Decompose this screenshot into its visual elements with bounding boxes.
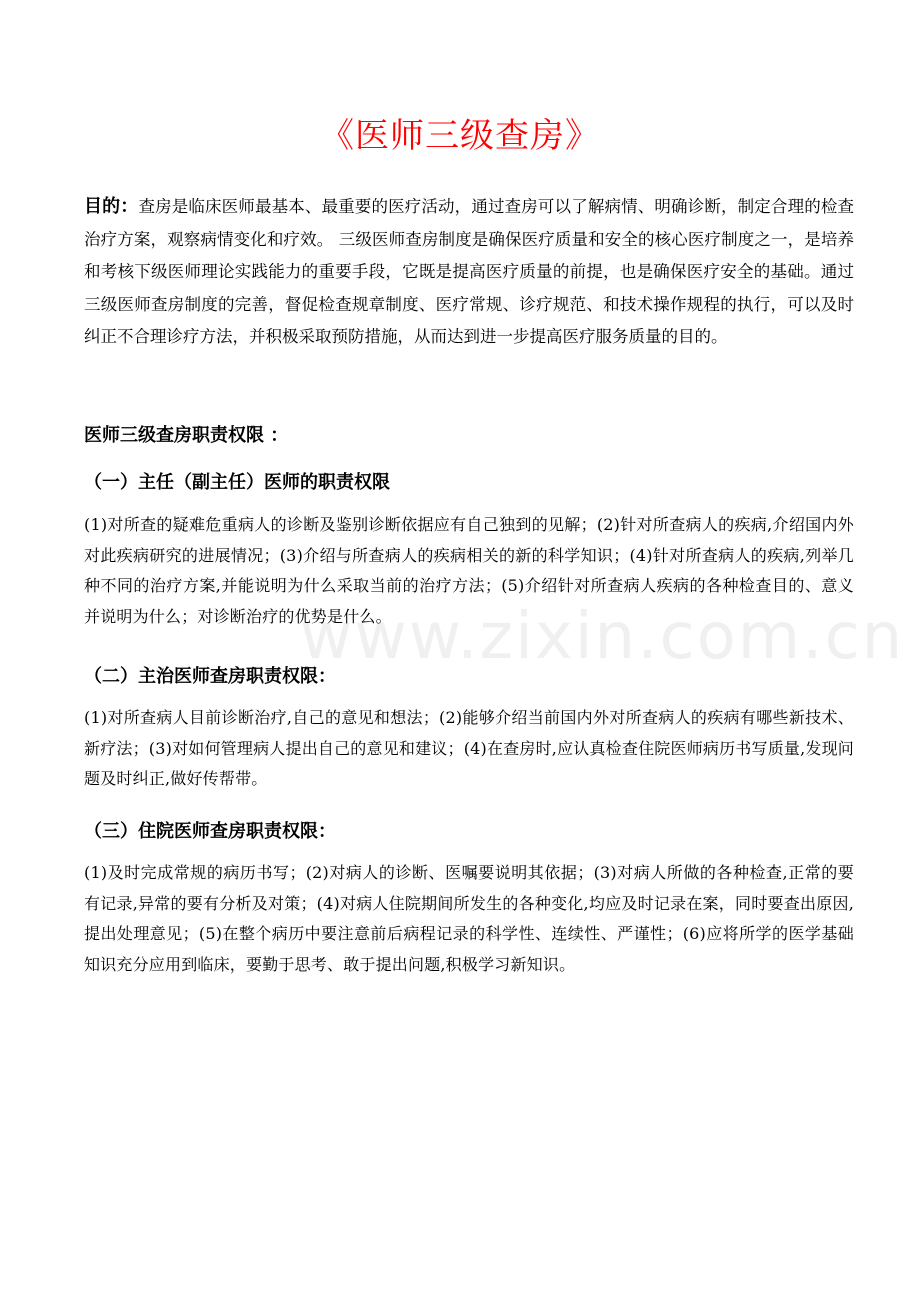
purpose-text: 查房是临床医师最基本、最重要的医疗活动，通过查房可以了解病情、明确诊断，制定合理的检查治疗方案，观察病情变化和疗效。 三级医师查房制度是确保医疗质量和安全的核心医疗制度之一，是培养和考核下级医师理论实践能力的重要手段，它既是提高医疗质量的前提，也是确保医疗安全的基础。通过三级医师查房制度的完善，督促检查规章制度、医疗常规、诊疗规范、和技术操作规程的执行，可以及时纠正不合理诊疗方法，并积极采取预防措施，从而达到进一步提高医疗服务质量的目的。	[84, 197, 855, 346]
purpose-paragraph	[84, 191, 854, 354]
section-resident-text: (1)及时完成常规的病历书写；(2)对病人的诊断、医嘱要说明其依据；(3)对病人所做的各种检查,正常的要有记录,异常的要有分析及对策；(4)对病人住院期间所发生的各种变化,均应及时记录在案，同时要查出原因,提出处理意见；(5)在整个病历中要注意前后病程记录的科学性、连续性、严谨性；(6)应将所学的医学基础知识充分应用到临床，要勤于思考、敢于提出问题,积极学习新知识。	[84, 863, 854, 975]
purpose-label: 目的：	[84, 196, 139, 217]
section-resident-heading: （三）住院医师查房职责权限：	[84, 821, 336, 842]
section-chief-heading: （一）主任（副主任）医师的职责权限	[84, 472, 390, 493]
section-chief-text: (1)对所查的疑难危重病人的诊断及鉴别诊断依据应有自己独到的见解；(2)针对所查病人的疾病,介绍国内外对此疾病研究的进展情况；(3)介绍与所查病人的疾病相关的新的科学知识；(4)针对所查病人的疾病,列举几种不同的治疗方案,并能说明为什么采取当前的治疗方法；(5)介绍针对所查病人疾病的各种检查目的、意义并说明为什么；对诊断治疗的优势是什么。	[84, 515, 854, 627]
document-title: 《医师三级查房》	[320, 116, 600, 156]
section-attending-text: (1)对所查病人目前诊断治疗,自己的意见和想法；(2)能够介绍当前国内外对所查病人的疾病有哪些新技术、新疗法；(3)对如何管理病人提出自己的意见和建议；(4)在查房时,应认真检查住院医师病历书写质量,发现问题及时纠正,做好传帮带。	[84, 708, 854, 789]
section-attending-heading: （二）主治医师查房职责权限：	[84, 666, 336, 687]
responsibility-heading: 医师三级查房职责权限 ：	[84, 425, 289, 446]
watermark-text: www.zixin.com.cn	[300, 600, 905, 674]
